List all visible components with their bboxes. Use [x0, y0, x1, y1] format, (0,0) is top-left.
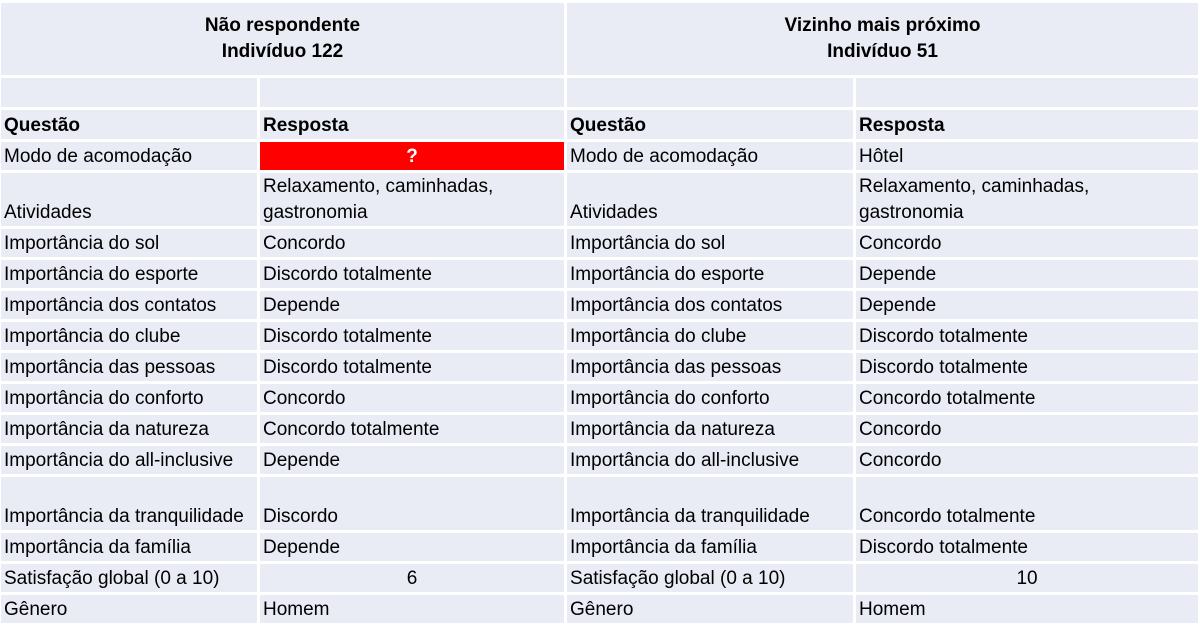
table-row — [1, 446, 1198, 477]
table-row — [1, 173, 1198, 229]
question-cell: Importância do sol — [567, 229, 856, 260]
table-row — [1, 384, 1198, 415]
answer-cell: Concordo — [856, 415, 1198, 446]
table-row — [1, 322, 1198, 353]
question-cell: Satisfação global (0 a 10) — [567, 564, 856, 595]
question-cell: Importância da natureza — [567, 415, 856, 446]
answer-cell: Discordo totalmente — [260, 353, 567, 384]
answer-cell: Concordo — [260, 229, 567, 260]
blank-cell — [567, 78, 856, 110]
answer-cell: Depende — [856, 260, 1198, 291]
column-header-row — [1, 110, 1198, 142]
missing-answer-cell: ? — [260, 142, 567, 173]
answer-cell: 10 — [856, 564, 1198, 595]
question-cell: Importância da tranquilidade — [567, 477, 856, 533]
answer-cell: Discordo totalmente — [856, 322, 1198, 353]
question-cell: Importância do esporte — [567, 260, 856, 291]
question-cell: Modo de acomodação — [1, 142, 260, 173]
answer-cell: Concordo totalmente — [856, 477, 1198, 533]
answer-cell: Discordo — [260, 477, 567, 533]
blank-cell — [1, 78, 260, 110]
table-row — [1, 291, 1198, 322]
answer-cell: Discordo totalmente — [856, 533, 1198, 564]
question-cell: Importância do clube — [1, 322, 260, 353]
question-cell: Satisfação global (0 a 10) — [1, 564, 260, 595]
header-row — [1, 3, 1198, 78]
non-respondent-id: Indivíduo 122 — [221, 41, 344, 62]
blank-row — [1, 78, 1198, 110]
question-cell: Importância dos contatos — [567, 291, 856, 322]
answer-cell: Concordo — [856, 229, 1198, 260]
question-cell: Importância das pessoas — [567, 353, 856, 384]
question-cell: Gênero — [1, 595, 260, 626]
table-row — [1, 415, 1198, 446]
answer-cell: Concordo — [856, 446, 1198, 477]
table-row — [1, 229, 1198, 260]
question-cell: Modo de acomodação — [567, 142, 856, 173]
blank-cell — [856, 78, 1198, 110]
question-cell: Importância do all-inclusive — [567, 446, 856, 477]
table-row — [1, 533, 1198, 564]
answer-cell: Depende — [856, 291, 1198, 322]
blank-cell — [260, 78, 567, 110]
answer-cell: Discordo totalmente — [856, 353, 1198, 384]
question-cell: Importância dos contatos — [1, 291, 260, 322]
answer-cell: 6 — [260, 564, 567, 595]
question-cell: Importância da família — [567, 533, 856, 564]
nearest-neighbor-id: Indivíduo 51 — [827, 41, 938, 62]
question-cell: Importância do all-inclusive — [1, 446, 260, 477]
column-header-answer: Resposta — [856, 110, 1198, 142]
answer-cell: Discordo totalmente — [260, 322, 567, 353]
comparison-table — [1, 3, 1198, 626]
table-row — [1, 477, 1198, 533]
answer-cell: Relaxamento, caminhadas, gastronomia — [856, 173, 1198, 229]
table-row — [1, 260, 1198, 291]
answer-cell: Depende — [260, 533, 567, 564]
answer-cell: Relaxamento, caminhadas, gastronomia — [260, 173, 567, 229]
table-row — [1, 595, 1198, 626]
answer-cell: Concordo totalmente — [260, 415, 567, 446]
question-cell: Importância das pessoas — [1, 353, 260, 384]
column-header-question: Questão — [567, 110, 856, 142]
answer-cell: Concordo totalmente — [856, 384, 1198, 415]
answer-cell: Homem — [260, 595, 567, 626]
question-cell: Importância da família — [1, 533, 260, 564]
question-cell: Importância do esporte — [1, 260, 260, 291]
column-header-question: Questão — [1, 110, 260, 142]
non-respondent-header — [1, 3, 567, 78]
answer-cell: Concordo — [260, 384, 567, 415]
question-cell: Importância do sol — [1, 229, 260, 260]
question-cell: Importância do conforto — [1, 384, 260, 415]
table-row — [1, 353, 1198, 384]
question-cell: Atividades — [1, 173, 260, 229]
question-cell: Importância do clube — [567, 322, 856, 353]
nearest-neighbor-title: Vizinho mais próximo — [784, 15, 981, 36]
table-row — [1, 142, 1198, 173]
answer-cell: Depende — [260, 291, 567, 322]
answer-cell: Discordo totalmente — [260, 260, 567, 291]
nearest-neighbor-header — [567, 3, 1198, 78]
question-cell: Importância da natureza — [1, 415, 260, 446]
question-cell: Importância da tranquilidade — [1, 477, 260, 533]
answer-cell: Hôtel — [856, 142, 1198, 173]
question-cell: Importância do conforto — [567, 384, 856, 415]
answer-cell: Homem — [856, 595, 1198, 626]
question-cell: Gênero — [567, 595, 856, 626]
non-respondent-title: Não respondente — [204, 15, 361, 36]
answer-cell: Depende — [260, 446, 567, 477]
column-header-answer: Resposta — [260, 110, 567, 142]
question-cell: Atividades — [567, 173, 856, 229]
table-row — [1, 564, 1198, 595]
